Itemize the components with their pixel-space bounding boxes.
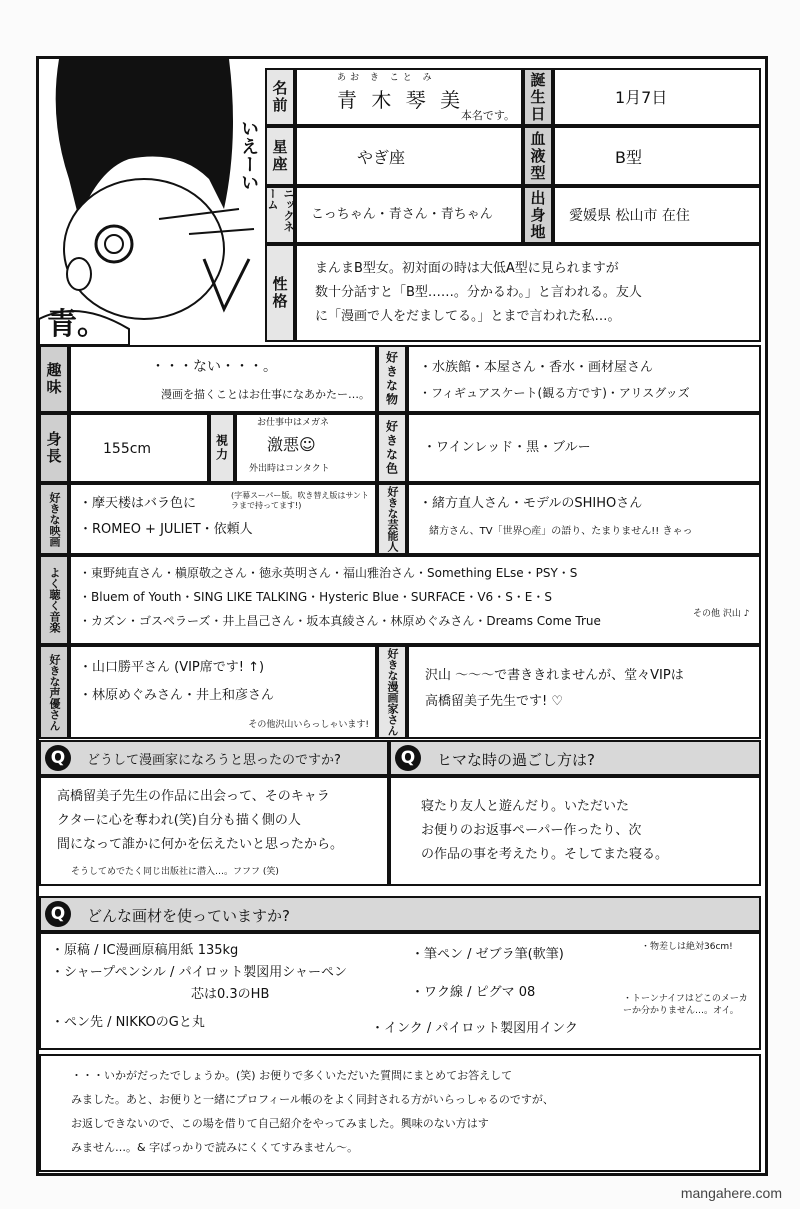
name-furigana: あお き こと み xyxy=(337,73,436,83)
vision-note-bottom: 外出時はコンタクト xyxy=(249,464,330,474)
portrait-speech: いえーい xyxy=(238,119,260,191)
movies-label: 好きな映画 xyxy=(39,483,69,555)
music-line-3: ・カズン・ゴスペラーズ・井上昌己さん・坂本真綾さん・林原めぐみさん・Dreams Come True xyxy=(79,614,601,628)
voice-actors-line-2: ・林原めぐみさん・井上和彦さん xyxy=(79,688,275,703)
q1-header xyxy=(39,740,389,776)
q1-answer-line-2: クターに心を奪われ(笑)自分も描く側の人 xyxy=(57,813,301,828)
portrait-shirt-text: 青。 xyxy=(47,307,107,342)
movies-line-1: ・摩天楼はバラ色に xyxy=(79,496,197,511)
birthplace-label: 出身地 xyxy=(523,186,553,244)
music-cell xyxy=(69,555,761,645)
q3-left-line-2: ・シャープペンシル / パイロット製図用シャーペン xyxy=(51,965,348,980)
birthday-cell xyxy=(553,68,761,126)
name-value: 青 木 琴 美 xyxy=(337,88,465,112)
q3-right-line-3: ・インク / パイロット製図用インク xyxy=(371,1021,578,1036)
q2-question: ヒマな時の過ごし方は? xyxy=(437,751,595,769)
q3-answer xyxy=(39,932,761,1050)
height-value: 155cm xyxy=(103,441,152,457)
manga-artists-cell xyxy=(407,645,761,739)
vision-value: 激悪☺ xyxy=(267,435,316,454)
movies-cell xyxy=(69,483,377,555)
q-badge-icon: Q xyxy=(45,901,71,927)
q2-answer-line-2: お便りのお返事ペーパー作ったり、次 xyxy=(421,823,642,838)
q1-answer xyxy=(39,776,389,886)
birthday-value: 1月7日 xyxy=(615,88,668,107)
q3-left-line-3: 芯は0.3のHB xyxy=(191,987,270,1002)
closing-line-2: みました。あと、お便りと一緒にプロフィール帳のをよく同封される方がいらっしゃるのですが、 xyxy=(71,1093,554,1106)
closing-note xyxy=(39,1054,761,1172)
q1-answer-line-1: 高橋留美子先生の作品に出会って、そのキャラ xyxy=(57,789,330,804)
closing-line-4: みません…。& 字ばっかりで読みにくくてすみません〜。 xyxy=(71,1141,359,1154)
site-watermark: mangahere.com xyxy=(680,1185,782,1201)
celebs-cell xyxy=(407,483,761,555)
hobby-line-2: 漫画を描くことはお仕事になあかたー…。 xyxy=(161,388,370,401)
personality-line-1: まんまB型女。初対面の時は大低A型に見られますが xyxy=(315,261,619,276)
nickname-label: ニックネーム xyxy=(265,186,295,244)
hobby-cell xyxy=(69,345,377,413)
birthplace-value: 愛媛県 松山市 在住 xyxy=(569,208,690,224)
voice-actors-line-1: ・山口勝平さん (VIP席です! ↑) xyxy=(79,660,265,675)
vision-cell xyxy=(235,413,377,483)
name-cell xyxy=(295,68,523,126)
q3-side-note-2: ・トーンナイフはどこのメーカーか分かりません…。オイ。 xyxy=(623,994,748,1016)
q3-right-line-2: ・ワク線 / ピグマ 08 xyxy=(411,985,536,1000)
q1-answer-line-3: 間になって誰かに何かを伝えたいと思ったから。 xyxy=(57,837,344,852)
manga-artists-line-2: 高橋留美子先生です! ♡ xyxy=(425,694,563,709)
color-cell xyxy=(407,413,761,483)
voice-actors-label: 好きな声優さん xyxy=(39,645,69,739)
movies-line-1-note: (字幕スーパー版。吹き替え版はサントラまで持ってます!) xyxy=(231,491,369,510)
celebs-label: 好きな芸能人 xyxy=(377,483,407,555)
q3-right-line-1: ・筆ペン / ゼブラ筆(軟筆) xyxy=(411,947,564,962)
zodiac-cell xyxy=(295,126,523,186)
vision-note-top: お仕事中はメガネ xyxy=(257,418,330,428)
color-label: 好きな色 xyxy=(377,413,407,483)
q1-question: どうして漫画家になろうと思ったのですか? xyxy=(87,753,341,768)
birthday-label: 誕生日 xyxy=(523,68,553,126)
music-line-1: ・東野純直さん・槇原敬之さん・徳永英明さん・福山雅治さん・Something ELse・PSY・S xyxy=(79,566,578,580)
music-line-2: ・Bluem of Youth・SING LIKE TALKING・Hysteric Blue・SURFACE・V6・S・E・S xyxy=(79,590,553,604)
q1-answer-note: そうしてめでたく同じ出版社に潜入…。フフフ (笑) xyxy=(71,867,279,877)
name-label: 名前 xyxy=(265,68,295,126)
personality-label: 性格 xyxy=(265,244,295,342)
blood-value: B型 xyxy=(615,148,642,167)
zodiac-value: やぎ座 xyxy=(357,148,406,167)
q-badge-icon: Q xyxy=(45,745,71,771)
q-badge-icon: Q xyxy=(395,745,421,771)
closing-line-1: ・・・いかがだったでしょうか。(笑) お便りで多くいただいた質問にまとめてお答えして xyxy=(71,1069,513,1082)
nickname-cell xyxy=(295,186,523,244)
likes-line-2: ・フィギュアスケート(観る方です)・アリスグッズ xyxy=(419,386,690,400)
height-label: 身長 xyxy=(39,413,69,483)
zodiac-label: 星座 xyxy=(265,126,295,186)
manga-artists-label: 好きな漫画家さん xyxy=(377,645,407,739)
likes-label: 好きな物 xyxy=(377,345,407,413)
personality-cell xyxy=(295,244,761,342)
height-cell xyxy=(69,413,209,483)
author-portrait xyxy=(39,59,263,345)
birthplace-cell xyxy=(553,186,761,244)
vision-label: 視力 xyxy=(209,413,235,483)
q3-header xyxy=(39,896,761,932)
color-value: ・ワインレッド・黒・ブルー xyxy=(423,440,591,455)
name-note: 本名です。 xyxy=(460,109,515,122)
music-label: よく聴く音楽 xyxy=(39,555,69,645)
likes-cell xyxy=(407,345,761,413)
personality-line-3: に「漫画で人をだましてる。」とまで言われた私…。 xyxy=(315,309,621,324)
closing-line-3: お返しできないので、この場を借りて自己紹介をやってみました。興味のない方はす xyxy=(71,1117,489,1130)
nickname-value: こっちゃん・青さん・青ちゃん xyxy=(311,207,493,222)
q3-left-line-4: ・ペン先 / NIKKOのGと丸 xyxy=(51,1015,205,1030)
voice-actors-note: その他沢山いらっしゃいます! xyxy=(248,720,369,730)
celebs-line-2: 緒方さん、TV「世界○産」の語り、たまりません!! きゃっ xyxy=(429,526,693,537)
q2-answer-line-3: の作品の事を考えたり。そしてまた寝る。 xyxy=(421,847,669,862)
celebs-line-1: ・緒方直人さん・モデルのSHIHOさん xyxy=(419,496,643,511)
blood-label: 血液型 xyxy=(523,126,553,186)
q3-side-note-1: ・物差しは絶対36cm! xyxy=(641,942,733,952)
manga-artists-line-1: 沢山 〜〜〜で書ききれませんが、堂々VIPは xyxy=(425,668,684,683)
q3-question: どんな画材を使っていますか? xyxy=(87,907,290,925)
q2-answer-line-1: 寝たり友人と遊んだり。いただいた xyxy=(421,799,630,814)
q3-left-line-1: ・原稿 / IC漫画原稿用紙 135kg xyxy=(51,943,239,958)
personality-line-2: 数十分話すと「B型……。分かるわ。」と言われる。友人 xyxy=(315,285,642,300)
q2-header xyxy=(389,740,761,776)
movies-line-2: ・ROMEO + JULIET・依頼人 xyxy=(79,522,253,537)
likes-line-1: ・水族館・本屋さん・香水・画材屋さん xyxy=(419,360,654,375)
voice-actors-cell xyxy=(69,645,377,739)
q2-answer xyxy=(389,776,761,886)
blood-cell xyxy=(553,126,761,186)
hobby-label: 趣味 xyxy=(39,345,69,413)
music-note: その他 沢山 ♪ xyxy=(693,609,750,619)
hobby-line-1: ・・・ない・・・。 xyxy=(151,359,277,375)
